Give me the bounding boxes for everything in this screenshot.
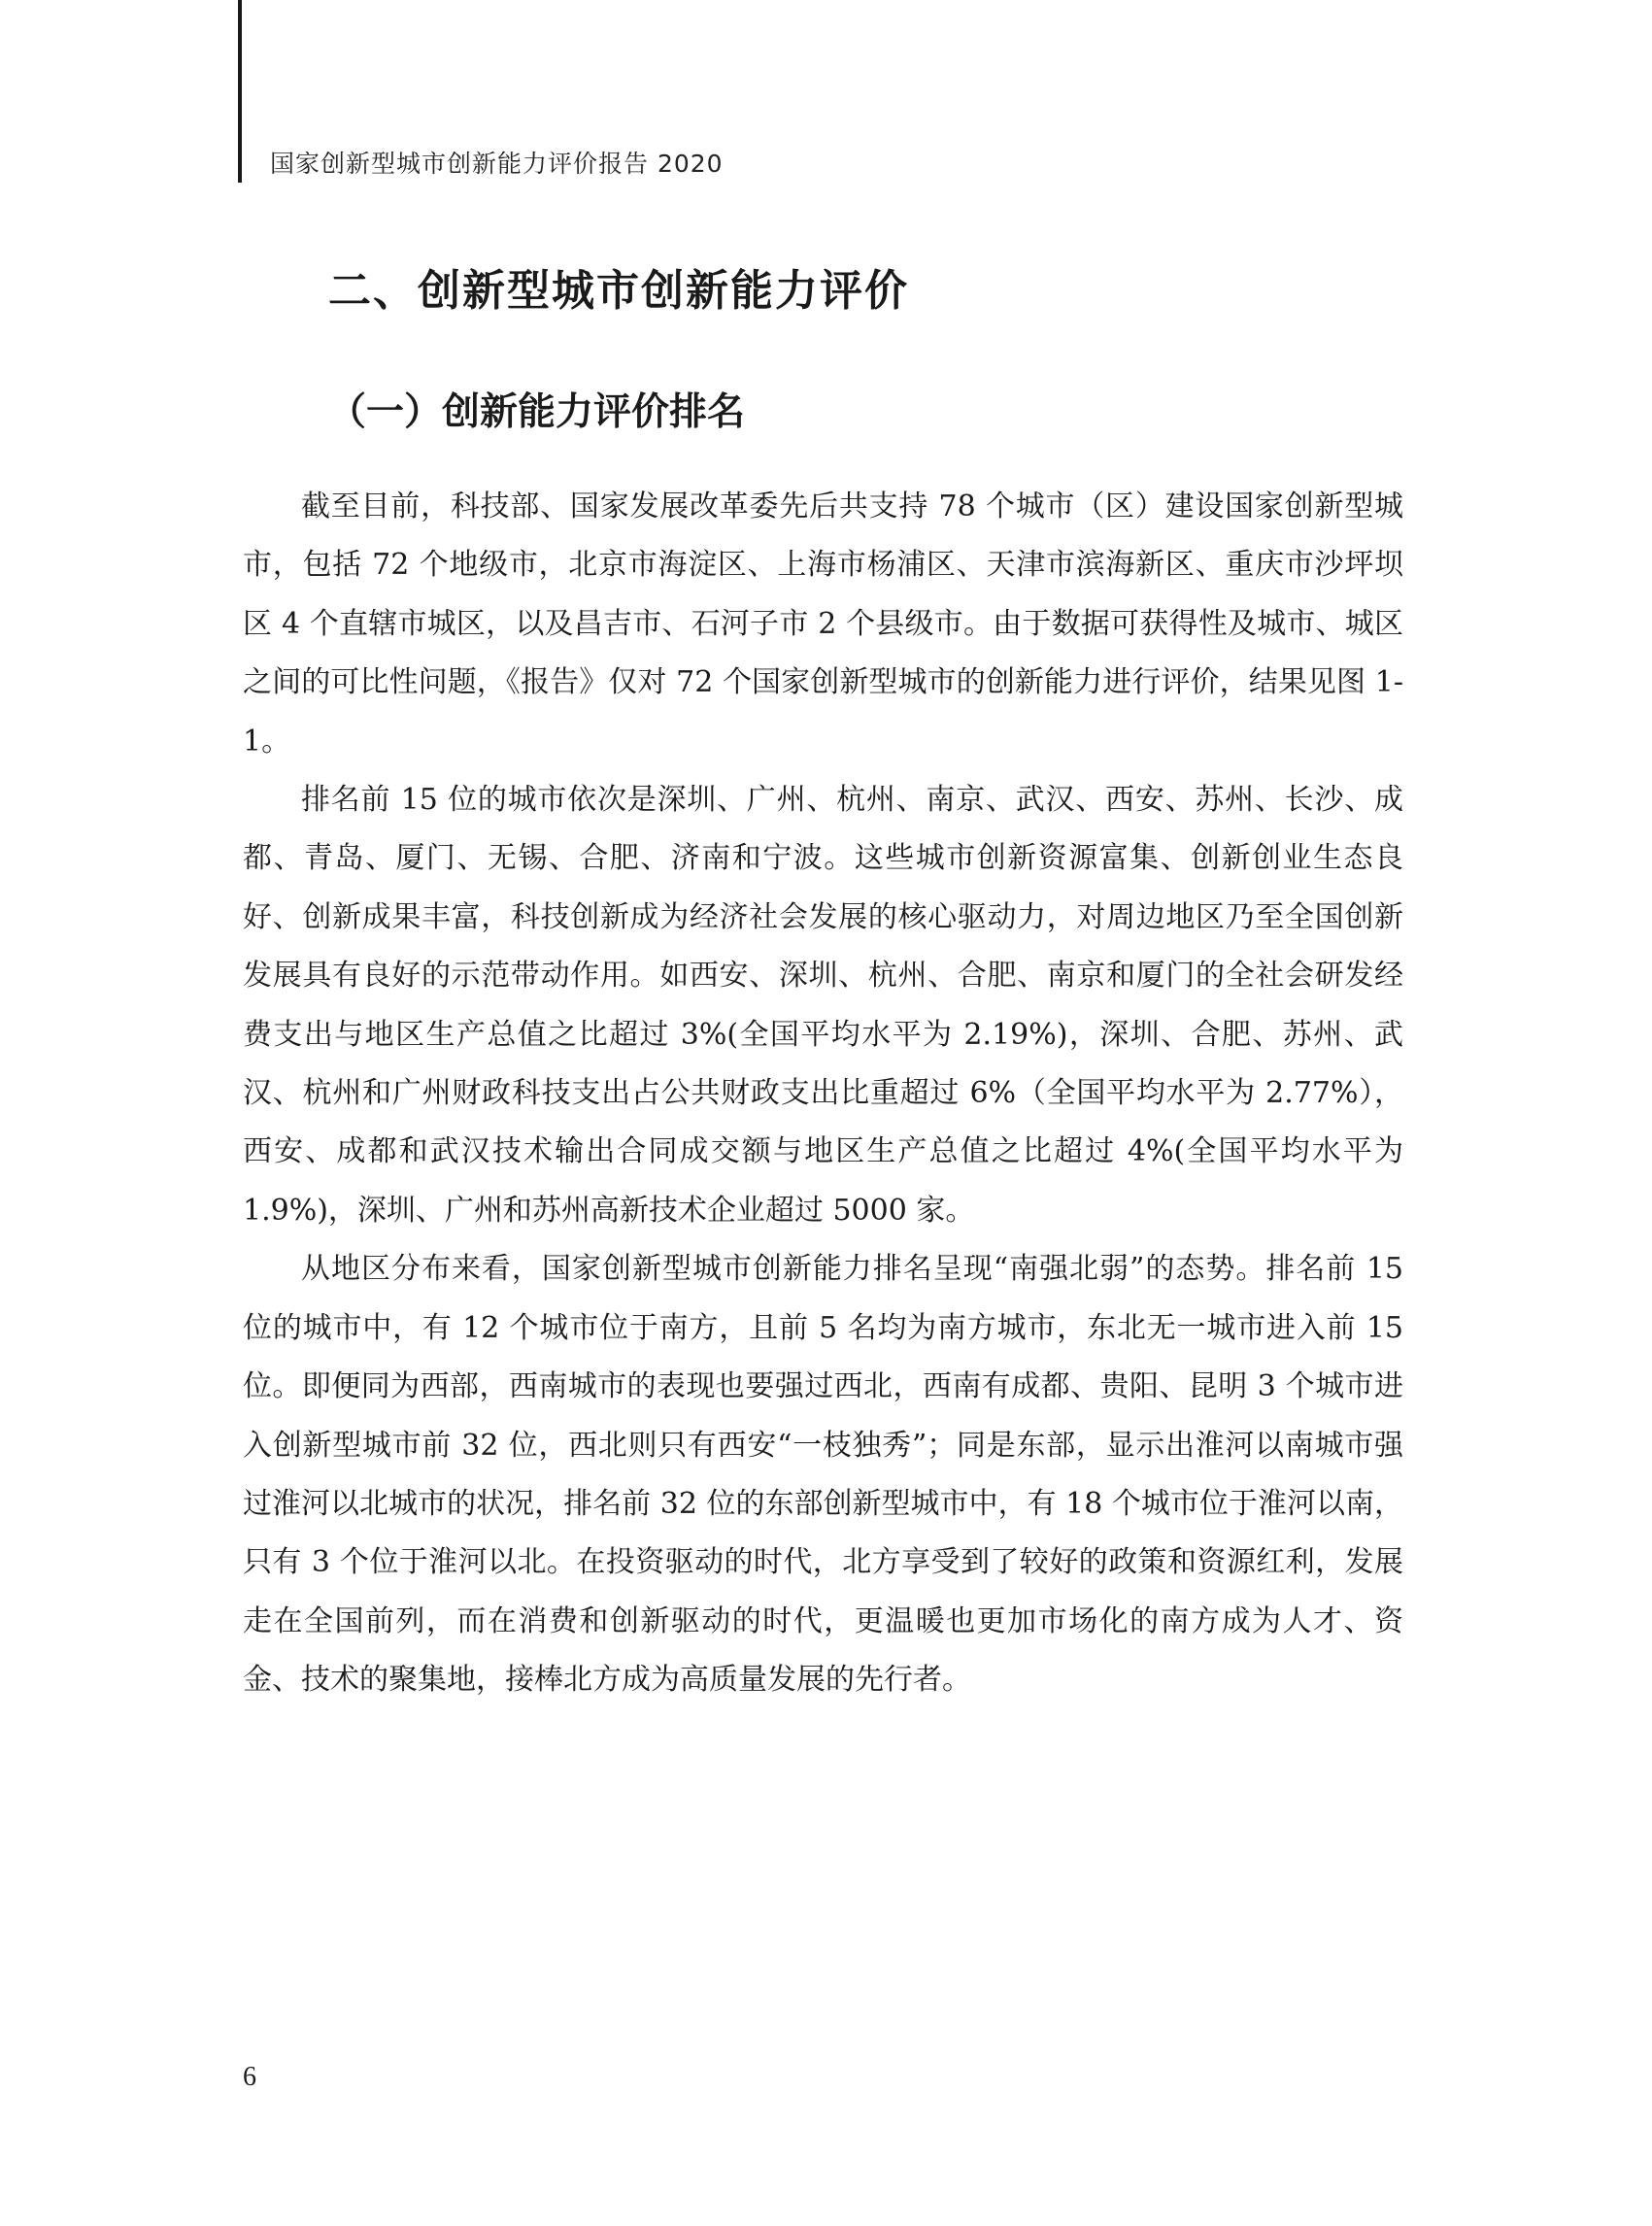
page-number: 6 (243, 2062, 256, 2092)
section-title: 二、创新型城市创新能力评价 (328, 266, 909, 316)
header-vertical-rule (238, 0, 242, 183)
subsection-title: （一）创新能力评价排名 (328, 390, 746, 434)
paragraph-city-count: 截至目前，科技部、国家发展改革委先后共支持 78 个城市（区）建设国家创新型城市，包括 72 个地级市，北京市海淀区、上海市杨浦区、天津市滨海新区、重庆市沙坪坝区 4 个直辖市城区，以及昌吉市、石河子市 2 个县级市。由于数据可获得性及城市、城区之间的可比性问题，《报告》仅对 72 个国家创新型城市的创新能力进行评价，结果见图 1-1。 (243, 489, 1403, 759)
paragraph-top-15: 排名前 15 位的城市依次是深圳、广州、杭州、南京、武汉、西安、苏州、长沙、成都、青岛、厦门、无锡、合肥、济南和宁波。这些城市创新资源富集、创新创业生态良好、创新成果丰富，科技创新成为经济社会发展的核心驱动力，对周边地区乃至全国创新发展具有良好的示范带动作用。如西安、深圳、杭州、合肥、南京和厦门的全社会研发经费支出与地区生产总值之比超过 3%(全国平均水平为 2.19%)，深圳、合肥、苏州、武汉、杭州和广州财政科技支出占公共财政支出比重超过 6%（全国平均水平为 2.77%），西安、成都和武汉技术输出合同成交额与地区生产总值之比超过 4%(全国平均水平为 1.9%)，深圳、广州和苏州高新技术企业超过 5000 家。 (243, 783, 1403, 1228)
paragraph-regional-distribution: 从地区分布来看，国家创新型城市创新能力排名呈现“南强北弱”的态势。排名前 15 位的城市中，有 12 个城市位于南方，且前 5 名均为南方城市，东北无一城市进入前 15 位。即便同为西部，西南城市的表现也要强过西北，西南有成都、贵阳、昆明 3 个城市进入创新型城市前 32 位，西北则只有西安“一枝独秀”；同是东部，显示出淮河以南城市强过淮河以北城市的状况，排名前 32 位的东部创新型城市中，有 18 个城市位于淮河以南，只有 3 个位于淮河以北。在投资驱动的时代，北方享受到了较好的政策和资源红利，发展走在全国前列，而在消费和创新驱动的时代，更温暖也更加市场化的南方成为人才、资金、技术的聚集地，接棒北方成为高质量发展的先行者。 (243, 1252, 1403, 1698)
body-text (243, 478, 1403, 1710)
running-header: 国家创新型城市创新能力评价报告 2020 (270, 150, 724, 178)
